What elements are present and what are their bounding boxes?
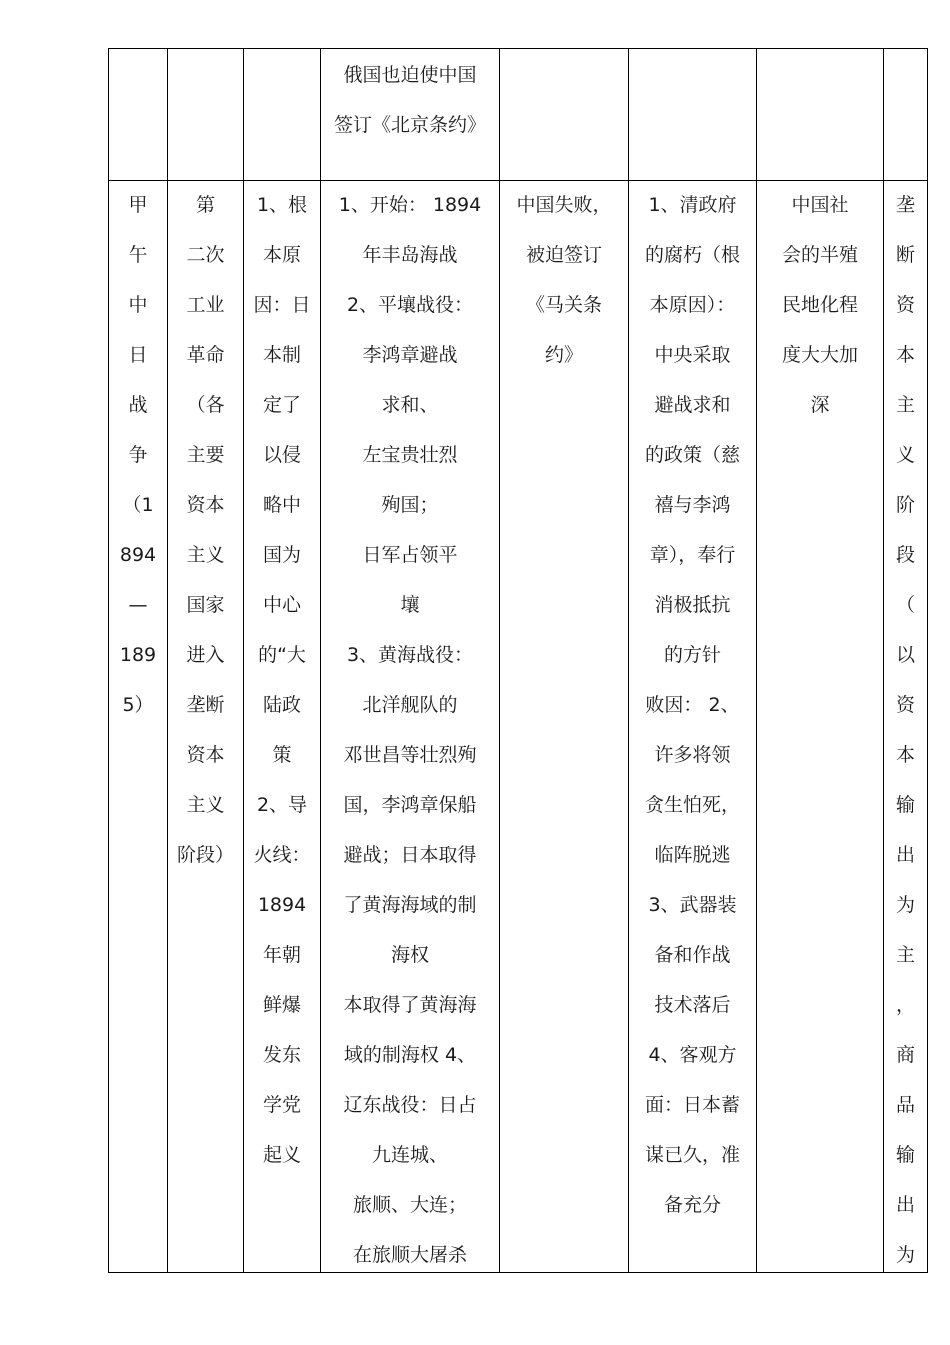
cell-text-line: 的方针 [663, 644, 721, 666]
cell-text-line: 李鸿章避战 [362, 344, 458, 366]
cell-text-line: 章），奉行 [649, 544, 736, 566]
cell-text-line: 会的半殖 [781, 244, 858, 266]
cell-text-line: 本 [895, 744, 915, 766]
cell-text-line: 主义 [186, 544, 225, 566]
cell-text-line: 3、黄海战役： [346, 644, 474, 666]
cell-text-line: 894 [119, 544, 157, 566]
cell-text-line: 革命 [186, 344, 225, 366]
cell-text-line: 2、导 [256, 794, 308, 816]
cell-text-line: 为 [895, 1244, 915, 1266]
cell-text-line: 学党 [262, 1094, 301, 1116]
cell-text-line: 商 [895, 1044, 915, 1066]
cell-text-line: 出 [895, 844, 915, 866]
cell-text-line: 3、武器装 [648, 894, 737, 916]
cell-text-line: 发东 [262, 1044, 301, 1066]
cell-text-line: 避战求和 [654, 394, 731, 416]
cell-text-line: 午 [128, 244, 148, 266]
cell-text-line: 备和作战 [654, 944, 731, 966]
cell-text-line: （各 [186, 394, 225, 416]
cell-text-line: 年朝 [262, 944, 301, 966]
cell-text-line: 消极抵抗 [654, 594, 731, 616]
cell-text-line: 垄断 [186, 694, 225, 716]
table-right-border [927, 48, 928, 1273]
cell-text-line: 日军占领平 [362, 544, 458, 566]
cell-text-line: 旅顺、大连； [352, 1194, 467, 1216]
cause-cell [244, 180, 320, 1180]
cell-text-line: 临阵脱逃 [654, 844, 731, 866]
cell-text-line: 辽东战役：日占 [343, 1094, 477, 1116]
cell-text-line: 约》 [544, 344, 583, 366]
cell-text-line: 1894 [257, 894, 307, 916]
cell-text-line: 国，李鸿章保船 [343, 794, 477, 816]
cell-text-line: 的“大 [258, 644, 306, 666]
result-cell [500, 180, 628, 380]
cell-text-line: 九连城、 [371, 1144, 448, 1166]
cell-text-line: 主 [895, 944, 915, 966]
cell-text-line: 度大大加 [781, 344, 858, 366]
cell-text-line: 禧与李鸿 [654, 494, 731, 516]
world-background-cell [168, 180, 243, 880]
cell-text-line: 中国社 [791, 194, 849, 216]
cell-text-line: 5） [122, 694, 154, 716]
cell-text-line: 略中 [262, 494, 301, 516]
cell-text-line: 中 [128, 294, 148, 316]
cell-text-line: 输 [895, 1144, 915, 1166]
cell-text-line: 域的制海权 4、 [343, 1044, 477, 1066]
cell-text-line: 深 [810, 394, 830, 416]
cell-text-line: 1、根 [256, 194, 308, 216]
cell-text-line: 本原因）： [649, 294, 736, 316]
cell-text-line: 左宝贵壮烈 [362, 444, 458, 466]
cell-text-line: 鲜爆 [262, 994, 301, 1016]
cell-text-line: 技术落后 [654, 994, 731, 1016]
cell-text-line: 因：日 [253, 294, 311, 316]
cell-text-line: 第 [195, 194, 215, 216]
cell-text-line: 二次 [186, 244, 225, 266]
cell-text-line: 品 [895, 1094, 915, 1116]
table-bottom-border [108, 1272, 928, 1273]
cell-text-line: 段 [895, 544, 915, 566]
stage-cell [884, 180, 927, 1280]
impact-cell [757, 180, 883, 430]
cell-text-line: 面：日本蓄 [644, 1094, 740, 1116]
cell-text-line: 起义 [262, 1144, 301, 1166]
cell-text-line: 战 [128, 394, 148, 416]
cell-text-line: 策 [272, 744, 292, 766]
cell-text-line: 备充分 [663, 1194, 721, 1216]
cell-text-line: 阶 [895, 494, 915, 516]
cell-text-line: 签订《北京条约》 [333, 114, 486, 136]
top-row-treaty-cell [321, 50, 499, 150]
cell-text-line: 以 [895, 644, 915, 666]
cell-text-line: 中央采取 [654, 344, 731, 366]
cell-text-line: 败因： 2、 [645, 694, 740, 716]
cell-text-line: 在旅顺大屠杀 [352, 1244, 467, 1266]
cell-text-line: 定了 [262, 394, 301, 416]
cell-text-line: 资 [895, 294, 915, 316]
cell-text-line: 的腐朽（根 [644, 244, 740, 266]
cell-text-line: 国家 [186, 594, 225, 616]
cell-text-line: 输 [895, 794, 915, 816]
cell-text-line: 工业 [186, 294, 225, 316]
cell-text-line: 主 [895, 394, 915, 416]
cell-text-line: 主要 [186, 444, 225, 466]
cell-text-line: 俄国也迫使中国 [343, 64, 477, 86]
cell-text-line: 壤 [400, 594, 420, 616]
cell-text-line: 主义 [186, 794, 225, 816]
cell-text-line: — [128, 594, 148, 616]
cell-text-line: 了黄海海域的制 [343, 894, 477, 916]
cell-text-line: 阶段） [176, 844, 234, 866]
cell-text-line: 以侵 [262, 444, 301, 466]
cell-text-line: 本 [895, 344, 915, 366]
cell-text-line: 争 [128, 444, 148, 466]
cell-text-line: 火线： [253, 844, 311, 866]
cell-text-line: 189 [119, 644, 157, 666]
cell-text-line: 本取得了黄海海 [343, 994, 477, 1016]
cell-text-line: 许多将领 [654, 744, 731, 766]
cell-text-line: 进入 [186, 644, 225, 666]
cell-text-line: 垄 [895, 194, 915, 216]
cell-text-line: 贪生怕死， [644, 794, 740, 816]
cell-text-line: 的政策（慈 [644, 444, 740, 466]
cell-text-line: （ [895, 594, 915, 616]
cell-text-line: 避战；日本取得 [343, 844, 477, 866]
cell-text-line: 1、开始： 1894 [338, 194, 482, 216]
cell-text-line: 2、平壤战役： [346, 294, 474, 316]
cell-text-line: 本原 [262, 244, 301, 266]
cell-text-line: ， [895, 994, 915, 1016]
cell-text-line: 被迫签订 [525, 244, 602, 266]
cell-text-line: 国为 [262, 544, 301, 566]
cell-text-line: 义 [895, 444, 915, 466]
cell-text-line: 求和、 [381, 394, 439, 416]
cell-text-line: 资 [895, 694, 915, 716]
cell-text-line: 年丰岛海战 [362, 244, 458, 266]
course-cell [321, 180, 499, 1280]
cell-text-line: 甲 [128, 194, 148, 216]
cell-text-line: 1、清政府 [648, 194, 737, 216]
cell-text-line: 中国失败， [516, 194, 612, 216]
cell-text-line: 谋已久，准 [644, 1144, 740, 1166]
cell-text-line: 海权 [390, 944, 429, 966]
table-top-border [108, 48, 928, 49]
cell-text-line: 中心 [262, 594, 301, 616]
cell-text-line: 民地化程 [781, 294, 858, 316]
war-name-cell [109, 180, 167, 730]
cell-text-line: 陆政 [262, 694, 301, 716]
cell-text-line: 4、客观方 [648, 1044, 737, 1066]
cell-text-line: 《马关条 [525, 294, 602, 316]
cell-text-line: 殉国； [381, 494, 439, 516]
cell-text-line: 邓世昌等壮烈殉 [343, 744, 477, 766]
cell-text-line: 北洋舰队的 [362, 694, 458, 716]
cell-text-line: 为 [895, 894, 915, 916]
cell-text-line: 断 [895, 244, 915, 266]
reason-for-failure-cell [629, 180, 756, 1230]
cell-text-line: 出 [895, 1194, 915, 1216]
cell-text-line: 本制 [262, 344, 301, 366]
cell-text-line: 日 [128, 344, 148, 366]
cell-text-line: 资本 [186, 744, 225, 766]
cell-text-line: （1 [122, 494, 154, 516]
cell-text-line: 资本 [186, 494, 225, 516]
